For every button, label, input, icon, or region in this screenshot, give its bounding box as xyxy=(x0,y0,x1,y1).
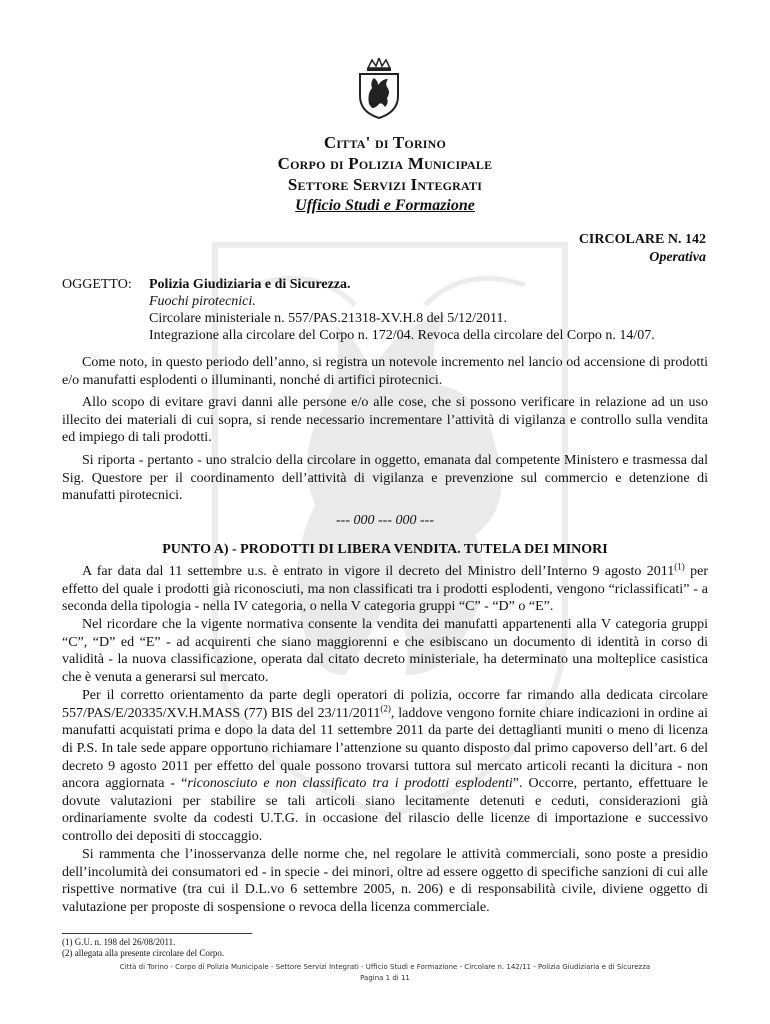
header-office: Ufficio Studi e Formazione xyxy=(295,197,475,214)
subject-line-2: Fuochi pirotecnici. xyxy=(149,294,256,309)
paragraph-6 xyxy=(62,687,708,845)
paragraph-6-part-1: Per il corretto orientamento da parte degli operatori di polizia, occorre far rimando alla dedicata circolare 557/PAS/E/20335/XV.H.MASS (77) BIS del 23/11/2011 xyxy=(62,688,708,721)
section-heading-punto-a: PUNTO A) - PRODOTTI DI LIBERA VENDITA. TUTELA DEI MINORI xyxy=(162,542,608,557)
paragraph-3: Si riporta - pertanto - uno stralcio della circolare in oggetto, emanata dal competente Ministero e trasmessa dal Sig. Questore per il coordinamento dell’attività di vigilanza e prevenzione sul commercio e detenzione di manufatti pirotecnici. xyxy=(62,452,708,504)
footnote-ref-2: (2) xyxy=(380,703,391,714)
header-corps: Corpo di Polizia Municipale xyxy=(277,154,493,173)
paragraph-6-part-2: , laddove vengono fornite chiare indicazioni in ordine ai manufatti acquistati prima e dopo la data del 11 settembre 2011 da parte dei dettaglianti muniti o meno di licenza di P.S. In tale sede appare opportuno richiamare l’attenzione su quanto disposto dal primo capoverso dell’art. 6 del decreto 9 agosto 2011 per effetto del quale possono trovarsi tuttora sul mercato articoli recanti la dicitura - non ancora aggiornata - “ xyxy=(62,705,708,792)
paragraph-5: Nel ricordare che la vigente normativa consente la vendita dei manufatti appartenenti alla V categoria gruppi “C”, “D” ed “E” - ad acquirenti che siano maggiorenni e che esibiscano un documento di identità in corso di validità - la nuova classificazione, operata dal citato decreto ministeriale, ha determinato una molteplice casistica che è venuta a generarsi sul mercato. xyxy=(62,617,708,686)
footnote-1: (1) G.U. n. 198 del 26/08/2011. xyxy=(62,937,176,947)
header-sector: Settore Servizi Integrati xyxy=(287,175,483,194)
subject-title: Polizia Giudiziaria e di Sicurezza. xyxy=(149,277,351,292)
paragraph-2: Allo scopo di evitare gravi danni alle persone e/o alle cose, che si possono verificare in relazione ad un uso illecito dei materiali di cui sopra, si rende necessario incrementare l’attività di vigilanza e controllo sulla vendita ed impiego di tali prodotti. xyxy=(62,395,708,446)
paragraph-7: Si rammenta che l’inosservanza delle norme che, nel regolare le attività commerciali, sono poste a presidio dell’incolumità dei consumatori ed - in specie - dei minori, oltre ad essere oggetto di specifiche sanzioni di cui alle rispettive normative (tra cui il D.L.vo 6 settembre 2005, n. 206) e di responsabilità civile, diviene oggetto di valutazione per proposte di sospensione o revoca della licenza commerciale. xyxy=(62,847,708,915)
footnote-ref-1: (1) xyxy=(674,561,685,572)
subject-line-3: Circolare ministeriale n. 557/PAS.21318-XV.H.8 del 5/12/2011. xyxy=(149,311,508,326)
city-coat-of-arms-icon xyxy=(354,58,404,120)
footnote-2: (2) allegata alla presente circolare del Corpo. xyxy=(62,948,225,958)
footnote-divider xyxy=(62,933,252,934)
subject-label: OGGETTO: xyxy=(62,277,132,292)
circolare-type: Operativa xyxy=(649,250,706,265)
section-separator: --- 000 --- 000 --- xyxy=(336,513,434,528)
header-city: Citta' di Torino xyxy=(323,133,447,152)
page-number: Pagina 1 di 11 xyxy=(360,974,410,982)
paragraph-1: Come noto, in questo periodo dell’anno, si registra un notevole incremento nel lancio od accensione di prodotti e/o manufatti esplodenti o illuminanti, nonché di artifici pirotecnici. xyxy=(62,355,708,388)
footnotes xyxy=(62,937,224,959)
intro-text xyxy=(62,354,708,510)
paragraph-4 xyxy=(62,563,708,616)
document-header xyxy=(0,132,770,217)
subject-line-4: Integrazione alla circolare del Corpo n. 172/04. Revoca della circolare del Corpo n. 14/07. xyxy=(149,328,655,343)
punto-a-text xyxy=(62,563,708,917)
footer-info: Città di Torino - Corpo di Polizia Municipale - Settore Servizi Integrati - Ufficio Studi e Formazione - Circolare n. 142/11 - Polizia Giudiziaria e di Sicurezza xyxy=(119,963,651,971)
circolare-number: CIRCOLARE N. 142 xyxy=(578,232,706,247)
circolare-block xyxy=(579,231,706,267)
paragraph-4-part-2: per effetto del quale i prodotti già riconosciuti, ma non classificati tra i prodotti esplodenti, vengono “riclassificati” - a seconda della tipologia - nella IV categoria, o nella V categoria gruppi “C” - “D” o “E”. xyxy=(62,564,708,615)
paragraph-6-quote: riconosciuto e non classificato tra i prodotti esplodenti xyxy=(187,776,513,792)
page-footer xyxy=(0,962,770,984)
paragraph-6-part-3: ”. Occorre, pertanto, effettuare le dovute valutazioni per stabilire se tali articoli siano lecitamente detenuti e ceduti, considerazioni già ordinariamente svolte da codesti U.T.G. in occasione del rilascio delle licenze di importazione e successivo controllo dei depositi di stoccaggio. xyxy=(62,776,708,844)
subject-body xyxy=(149,276,719,344)
paragraph-4-part-1: A far data dal 11 settembre u.s. è entrato in vigore il decreto del Ministro dell’Interno 9 agosto 2011 xyxy=(82,564,675,579)
